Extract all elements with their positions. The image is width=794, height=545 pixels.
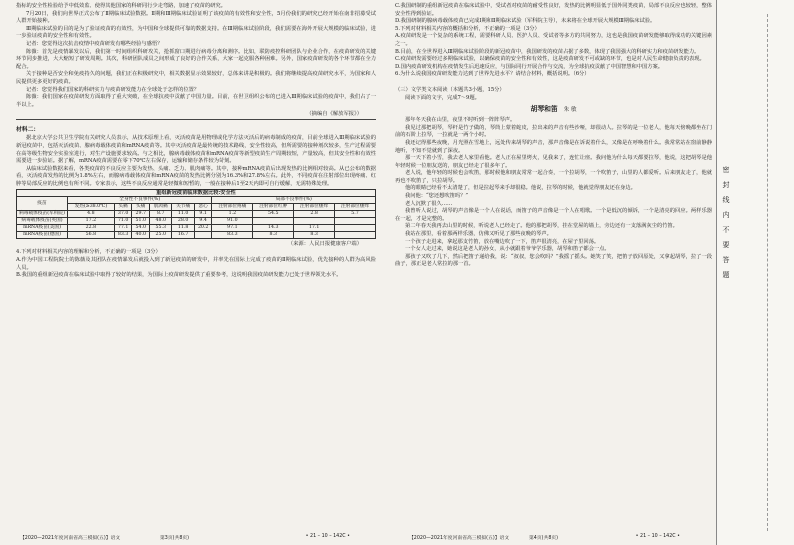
table-cell: 5.7 bbox=[335, 211, 376, 218]
footer-code: • 21 – 10 – 142C • bbox=[635, 534, 680, 539]
story-title-text: 胡琴和笛 bbox=[530, 105, 558, 114]
right-footer bbox=[409, 534, 700, 541]
table-column-header: 关节痛 bbox=[172, 204, 194, 211]
table-cell: 11.8 bbox=[172, 225, 194, 232]
question-option: B.目前，在全世界进入Ⅲ期临床试验阶段的新冠疫苗中，我国研发的疫苗占据了多数，体现了我国强大的科研实力和疫苗研发能力。 bbox=[395, 48, 700, 55]
material-box-rule bbox=[16, 119, 376, 124]
story-paragraph: 他的眼睛已经看不太清楚了，但是拉起琴来手却很稳。他说，拉琴的时候，他就觉得朋友还在身边。 bbox=[405, 185, 636, 192]
interview-text bbox=[16, 3, 376, 109]
table-cell: 29.7 bbox=[132, 211, 150, 218]
table-cell: 8.7 bbox=[150, 211, 172, 218]
table-cell: 17.1 bbox=[294, 225, 335, 232]
footer-exam-name: 【2020—2021年度河南省高三模拟(五)】语文 bbox=[20, 536, 121, 541]
story-paragraph: 老人说，他年轻的时候也会吹笛，那时候他和朋友常常一起合奏，一个拉胡琴，一个吹笛子，山里的人都爱听。后来朋友走了，他就再也不吹笛了，只拉胡琴。 bbox=[395, 170, 712, 184]
table-column-header: 注射部位瘙痒 bbox=[335, 204, 376, 211]
paragraph: 陈薇：首先是疫情暴发以后，我们第一时间组织科研攻关，抢抓窗口期进行病毒分离和测序。比如，联防疫控科研团队与企业合作，在疫苗研发的关键环节同步推进，大大缩短了研发周期。其次，科研团队成员之间形成了良好的合作关系，大家一起克服各种困难。另外，国家疫苗研发的各个环节都在全力配合。 bbox=[16, 48, 376, 70]
story-paragraph: 我问他：“您还想吹笛吗？” bbox=[405, 193, 469, 200]
left-page bbox=[0, 0, 386, 545]
table-row-label: mRNA疫苗(德国) bbox=[17, 232, 68, 239]
story-paragraph: 老人沉默了很久…… bbox=[405, 200, 453, 207]
table-title: 重组新冠疫苗临床数据比较:安全性 bbox=[17, 190, 376, 197]
left-footer bbox=[20, 534, 370, 541]
table-cell: 48.0 bbox=[150, 218, 172, 225]
story-paragraph: 我站在那里，看着那两样乐器，仿佛又听见了那些夜晚的琴声。 bbox=[405, 231, 552, 238]
table-cell: 8.3 bbox=[294, 232, 335, 239]
table-cell: 83.3 bbox=[212, 232, 253, 239]
material-two-text bbox=[16, 135, 376, 188]
table-cell: 77.1 bbox=[114, 225, 132, 232]
table-cell: 71.0 bbox=[114, 218, 132, 225]
story-paragraph: 那年冬天我在山里，夜里不时听到一阵阵琴声。 bbox=[405, 117, 516, 124]
story-author: 朱 敏 bbox=[563, 107, 577, 114]
question-option: C.疫苗研发需要经过多期临床试验，以确保疫苗的安全性和有效性，这是疫苗研发不可或缺的环节，也是对人民生命健康负责的表现。 bbox=[395, 56, 705, 63]
table-cell bbox=[335, 218, 376, 225]
table-cell: 22.8 bbox=[68, 225, 115, 232]
table-cell bbox=[194, 232, 212, 239]
table-cell: 91.0 bbox=[212, 218, 253, 225]
footer-page-number: 第3页(共8页) bbox=[160, 536, 190, 541]
table-cell: 9.4 bbox=[194, 218, 212, 225]
table-cell: 11.0 bbox=[172, 211, 194, 218]
question-option: A.疫苗研发是一个复杂的系统工程，需要科研人员、医护人员、受试者等多方的共同努力，这也是我国疫苗研发能够取得成功的关键因素之一。 bbox=[395, 33, 712, 47]
table-row-label: 病毒载体疫苗(军科院) bbox=[17, 211, 68, 218]
story-paragraph: 第二年春天我再去山里的时候，听说老人已经走了。他的那把胡琴，挂在堂屋的墙上，旁边还有一支落满灰尘的竹笛。 bbox=[405, 223, 678, 230]
question-option: C.我国研制的重组新冠疫苗在临床试验中，受试者对疫苗的耐受性良好，发热的比例明显低于国外同类疫苗，局部不良反应也较轻，整体安全性得到验证。 bbox=[395, 3, 712, 17]
table-row bbox=[17, 211, 376, 218]
paragraph: 指标的安全性检验给予中低效监、使得其他国家的科研同行少走弯路，加速了疫苗的研究。 bbox=[16, 3, 226, 9]
question-4: 4.下列对材料相关内容的理解和分析，不正确的一项是（3分） bbox=[16, 249, 161, 256]
table-cell: 83.3 bbox=[114, 232, 132, 239]
table-cell: 17.2 bbox=[68, 218, 115, 225]
story-title bbox=[395, 105, 712, 115]
table-cell: 25.0 bbox=[150, 232, 172, 239]
table-column-header: 头痛 bbox=[132, 204, 150, 211]
table-head-local: 局部不良事件(%) bbox=[212, 197, 376, 204]
table-column-header: 注射部位瘙痒 bbox=[294, 204, 335, 211]
footer-exam-name: 【2020—2021年度河南省高三模拟(五)】语文 bbox=[409, 536, 510, 541]
section-3-heading: （三）文学类文本阅读（本题共3小题，15分） bbox=[395, 86, 505, 93]
section-3-instruction: 阅读下面的文字，完成7～9题。 bbox=[405, 94, 480, 101]
paragraph: 关于接种是否安全和免疫持久的问题，我们正在积极研究中，相关数据显示效果较好，总体来讲是积极的。我们将继续提高疫苗研究水平，为国家和人民提供更多更好的疫苗。 bbox=[16, 71, 376, 85]
question-5: 5.下列对材料相关内容的概括和分析，不正确的一项是（3分） bbox=[395, 25, 540, 32]
story-paragraph: 我还记得那些夜晚，月光照在雪地上，远处传来胡琴的声音，那声音像是在诉说着什么，又像是在呼唤着什么。我常常站在窗前静静地听，不知不觉就到了深夜。 bbox=[395, 139, 712, 154]
table-cell: 40.0 bbox=[132, 232, 150, 239]
table-cell: 56.8 bbox=[68, 232, 115, 239]
table-column-header: 注射部位红肿 bbox=[253, 204, 294, 211]
paragraph: Ⅲ期临床试验的目的是为了验证疫苗的有效性，为中国和全球提供可靠的数据支持。在Ⅲ期临床试验阶段，我们需要在海外开展大规模的临床试验，进一步验证疫苗的安全性和有效性。 bbox=[16, 25, 376, 40]
story-paragraph: 我曾听人说过，胡琴的声音像是一个人在说话，而笛子的声音像是一个人在唱歌。一个是低沉的倾诉，一个是清亮的回应。两样乐器在一起，才是完整的。 bbox=[395, 208, 712, 222]
table-cell bbox=[294, 218, 335, 225]
paragraph: 从临床试验数据来看，各类疫苗的不良反应主要为发热、头痛、乏力、肌肉痛等。其中，接种mRNA疫苗后出现发热的比例相对较高。从已公布的数据看，灭活疫苗发热的比例为1.8%左右，而腺病毒载体疫苗和mRNA疫苗的发热比例分别为16.3%和27.8%左右。此外，不同疫苗在注射部位出现疼痛、红肿等局部反应的比例也有所不同。专家表示，这些不良反应通常是轻微和短暂的，一般在接种后1至2天内即可自行缓解，无需特殊处理。 bbox=[16, 165, 376, 187]
table-cell bbox=[335, 225, 376, 232]
story-paragraph: 一个女人走过来，她说这是老人的孙女，从小就跟着爷爷学乐器，胡琴和笛子都会一点。 bbox=[405, 246, 610, 253]
table-cell: 4.8 bbox=[68, 211, 115, 218]
paragraph: 7月20日，我们向世界正式公布了Ⅱ期临床试验数据。Ⅱ期和Ⅲ期临床试验证明了该疫苗的有效性和安全性，5月份我们的研究已经开始在南非招募受试人群开始接种。 bbox=[16, 10, 376, 25]
footer-page-number: 第4页(共8页) bbox=[529, 536, 559, 541]
table-cell: 2.8 bbox=[294, 211, 335, 218]
question-5-options bbox=[395, 33, 712, 71]
table-cell: 37.0 bbox=[114, 211, 132, 218]
paragraph: 记者：您觉得我们国家的科研实力与疫苗研发能力在全球处于怎样的位置？ bbox=[26, 86, 200, 93]
table-cell bbox=[253, 218, 294, 225]
table-row-label: 病毒载体疫苗(英国) bbox=[17, 218, 68, 225]
seal-line bbox=[767, 14, 768, 531]
paragraph: 记者：您觉得这次抗击疫情中疫苗研发有哪些经验与感悟？ bbox=[26, 40, 163, 47]
story-text bbox=[395, 117, 712, 269]
table-row bbox=[17, 218, 376, 225]
table-row bbox=[17, 225, 376, 232]
table-cell: 54.0 bbox=[132, 225, 150, 232]
table-cell: 20.2 bbox=[194, 225, 212, 232]
table-head-vaccine: 疫苗 bbox=[17, 197, 68, 211]
story-paragraph: 一个孩子走进来，拿起那支竹笛，放在嘴边吹了一下，笛声很清亮，在屋子里回荡。 bbox=[405, 238, 600, 245]
table-cell: 54.5 bbox=[253, 211, 294, 218]
table-cell: 1.2 bbox=[212, 211, 253, 218]
question-4-option-a: A.作为中国工程院院士的陈薇及其团队在疫情暴发后就投入到了新冠疫苗的研发中，并率先在国际上完成了疫苗的Ⅱ期临床试验，优先接种的人群为高风险人员。 bbox=[16, 257, 376, 271]
footer-code: • 21 – 10 – 142C • bbox=[305, 534, 350, 539]
table-cell: 14.3 bbox=[253, 225, 294, 232]
question-option: D.我国研制的腺病毒载体疫苗已完成Ⅰ期和Ⅱ期临床试验（军科院主导），未来将在全球开展大规模Ⅲ期临床试验。 bbox=[395, 18, 656, 25]
table-cell: 97.1 bbox=[212, 225, 253, 232]
seal-strip-text: 密封线内不要答题 bbox=[722, 166, 730, 286]
table-column-header: 肌肉痛 bbox=[150, 204, 172, 211]
table-column-header: 头痛 bbox=[114, 204, 132, 211]
table-cell: 8.3 bbox=[253, 232, 294, 239]
table-column-header: 注射部位疼痛 bbox=[212, 204, 253, 211]
material-two-heading: 材料二： bbox=[16, 127, 40, 134]
question-6: 6.为什么说我国疫苗研发能力达到了世界先进水平？请结合材料，概括说明。（6分） bbox=[395, 71, 590, 78]
table-cell: 51.0 bbox=[132, 218, 150, 225]
seal-strip bbox=[716, 0, 794, 545]
table-cell: 9.1 bbox=[194, 211, 212, 218]
question-option: D.国内疫苗研发机构在疫情发生后迅速反应，与国际同行开展合作与交流，为全球抗疫贡献了中国智慧和中国方案。 bbox=[395, 63, 663, 70]
table-head-systemic: 全身性不良事件(%) bbox=[68, 197, 212, 204]
vaccine-safety-table bbox=[16, 189, 376, 239]
paragraph: 据北京大学公共卫生学院有关研究人员表示，从技术原理上看，灭活疫苗是用物理或化学方法灭活后的病毒制成的疫苗，目前全球进入Ⅲ期临床试验的新冠疫苗中，包括灭活疫苗、腺病毒载体疫苗和mRNA疫苗等。其中灭活疫苗是最传统的技术路线，安全性较高，但所需要的接种剂次较多，生产过程需要在高等级生物安全实验室进行，对生产设施要求较高。与之相比，腺病毒载体疫苗和mRNA疫苗等新型疫苗生产周期较短，产量较高，但其安全性和有效性需要进一步验证。据了解，mRNA疫苗需要在零下70℃左右保存，运输和储存条件较为苛刻。 bbox=[16, 135, 376, 165]
table-cell: 16.7 bbox=[172, 232, 194, 239]
table-row bbox=[17, 232, 376, 239]
source-jiefangjun: （摘编自《解放军报》） bbox=[306, 111, 362, 118]
paragraph: 陈薇：我们国家在疫苗研发方面取得了重大突破，在全球抗疫中贡献了中国力量。目前，在世卫组织公布的已进入Ⅲ期临床试验的疫苗中，我们占了一半以上。 bbox=[16, 94, 376, 108]
table-cell: 28.0 bbox=[172, 218, 194, 225]
question-4-option-b: B.我国的重组新冠疫苗在临床试验中取得了较好的结果，为国际上疫苗研发提供了重要参考，这说明我国疫苗研发能力已处于世界领先水平。 bbox=[16, 272, 342, 279]
table-cell bbox=[335, 232, 376, 239]
story-paragraph: 那一天下着小雪，我去老人家里看他。老人正在屋里烤火，见我来了，连忙让座。我问他为什么每天都要拉琴，他说，这把胡琴是他年轻时候一位朋友送的，朋友已经走了很多年了。 bbox=[395, 155, 712, 169]
table-column-header: 发热(≥38.0℃) bbox=[68, 204, 115, 211]
table-cell: 55.3 bbox=[150, 225, 172, 232]
table-column-header: 恶心 bbox=[194, 204, 212, 211]
right-page bbox=[389, 0, 716, 545]
story-paragraph: 那孩子又吹了几下，然后把笛子递给我，说：“叔叔，您会吹吗？”我摇了摇头。她笑了笑，把笛子放回原处，又拿起胡琴，拉了一段曲子，那正是老人常拉的那一首。 bbox=[395, 253, 712, 268]
table-source: （来源：人民日报健康客户端） bbox=[287, 241, 362, 248]
question-4-options-cd bbox=[395, 3, 712, 26]
table-row-label: mRNA疫苗(美国) bbox=[17, 225, 68, 232]
story-paragraph: 我见过那把胡琴，琴杆是竹子做的，琴筒上蒙着蛇皮，拉出来的声音有些沙哑，却很动人。拉琴的是一位老人，他每天傍晚都坐在门前的石阶上拉琴，一拉就是一两个小时。 bbox=[395, 124, 712, 139]
